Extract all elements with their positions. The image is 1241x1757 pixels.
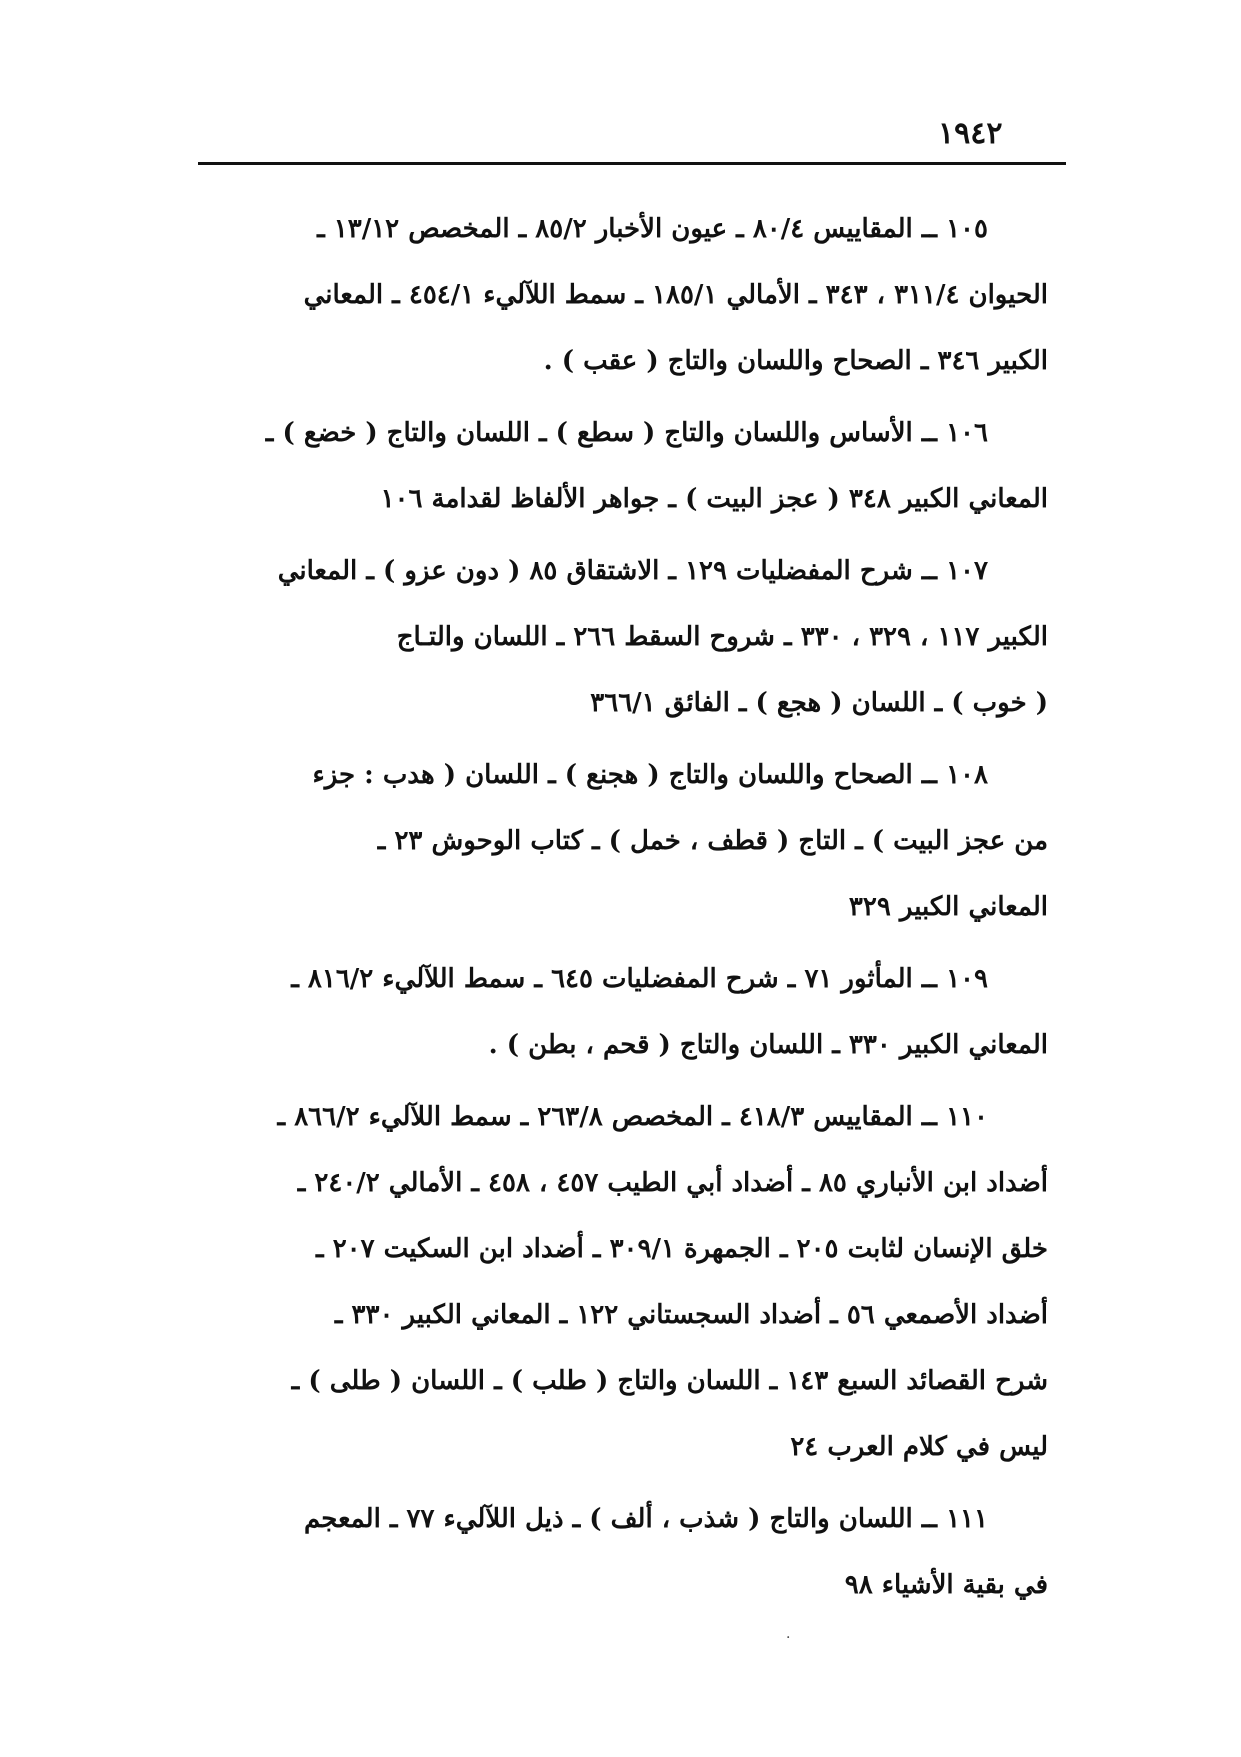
entry-line: ( خوب ) ـ اللسان ( هجع ) ـ الفائق ٣٦٦/١: [590, 688, 1048, 718]
entry-line: الكبير ١١٧ ، ٣٢٩ ، ٣٣٠ ـ شروح السقط ٢٦٦ ـ اللسان والتـاج: [396, 622, 1048, 652]
entry-line: أضداد الأصمعي ٥٦ ـ أضداد السجستاني ١٢٢ ـ المعاني الكبير ٣٣٠ ـ: [334, 1300, 1048, 1330]
reference-entry: [210, 196, 1048, 394]
entry-line: المعاني الكبير ٣٢٩: [848, 892, 1048, 922]
entry-line: ١١٠ ــ المقاييس ٤١٨/٣ ـ المخصص ٢٦٣/٨ ـ سمط اللآليء ٨٦٦/٢ ـ: [277, 1102, 988, 1132]
entry-line: ١٠٥ ــ المقاييس ٨٠/٤ ـ عيون الأخبار ٨٥/٢ ـ المخصص ١٣/١٢ ـ: [317, 214, 988, 244]
entry-line: الحيوان ٣١١/٤ ، ٣٤٣ ـ الأمالي ١٨٥/١ ـ سمط اللآليء ٤٥٤/١ ـ المعاني: [303, 280, 1048, 310]
entry-line: المعاني الكبير ٣٣٠ ـ اللسان والتاج ( قحم ، بطن ) .: [488, 1030, 1048, 1060]
entry-line: أضداد ابن الأنباري ٨٥ ـ أضداد أبي الطيب ٤٥٧ ، ٤٥٨ ـ الأمالي ٢٤٠/٢ ـ: [297, 1168, 1048, 1198]
entry-line: في بقية الأشياء ٩٨: [844, 1570, 1048, 1600]
reference-entry: [210, 946, 1048, 1078]
entry-line: ١٠٩ ــ المأثور ٧١ ـ شرح المفضليات ٦٤٥ ـ سمط اللآليء ٨١٦/٢ ـ: [291, 964, 988, 994]
page-number: ١٩٤٢: [938, 116, 1003, 151]
reference-entry: [210, 1486, 1048, 1618]
entry-line: ١٠٨ ــ الصحاح واللسان والتاج ( هجنع ) ـ اللسان ( هدب : جزء: [312, 760, 988, 790]
entry-line: ١٠٧ ــ شرح المفضليات ١٢٩ ـ الاشتقاق ٨٥ ( دون عزو ) ـ المعاني: [277, 556, 988, 586]
reference-entry: [210, 538, 1048, 736]
entry-line: خلق الإنسان لثابت ٢٠٥ ـ الجمهرة ٣٠٩/١ ـ أضداد ابن السكيت ٢٠٧ ـ: [316, 1234, 1048, 1264]
reference-entry: [210, 1084, 1048, 1480]
entry-line: من عجز البيت ) ـ التاج ( قطف ، خمل ) ـ كتاب الوحوش ٢٣ ـ: [377, 826, 1048, 856]
entry-line: الكبير ٣٤٦ ـ الصحاح واللسان والتاج ( عقب ) .: [543, 346, 1048, 376]
entry-line: شرح القصائد السبع ١٤٣ ـ اللسان والتاج ( طلب ) ـ اللسان ( طلى ) ـ: [291, 1366, 1048, 1396]
entry-line: المعاني الكبير ٣٤٨ ( عجز البيت ) ـ جواهر الألفاظ لقدامة ١٠٦: [380, 484, 1048, 514]
entry-line: ١٠٦ ــ الأساس واللسان والتاج ( سطع ) ـ اللسان والتاج ( خضع ) ـ: [265, 418, 988, 448]
entry-line: ليس في كلام العرب ٢٤: [790, 1432, 1048, 1462]
entry-line: ١١١ ــ اللسان والتاج ( شذب ، ألف ) ـ ذيل اللآليء ٧٧ ـ المعجم: [303, 1504, 988, 1534]
header-rule: [198, 162, 1066, 165]
references-list: [210, 196, 1048, 1624]
reference-entry: [210, 742, 1048, 940]
scan-speck: ·: [786, 1630, 791, 1646]
reference-entry: [210, 400, 1048, 532]
